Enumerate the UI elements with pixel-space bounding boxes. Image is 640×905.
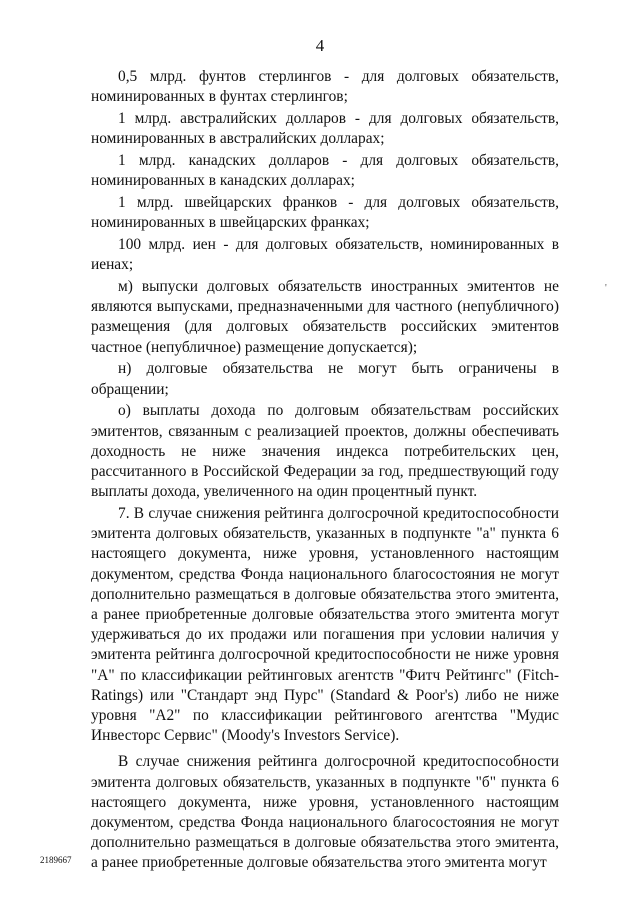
page-number: 4 [315,36,325,55]
footer-document-code: 2189667 [40,855,72,865]
document-body [91,67,559,875]
paragraph-item-o: о) выплаты дохода по долговым обязательствам российских эмитентов, связанным с реализацией проектов, должны обеспечивать доходность не ниже значения индекса потребительских цен, рассчитанного в Российской Федерации за год, предшествующий году выплаты дохода, увеличенного на один процентный пункт. [91,402,559,501]
paragraph-limit-jpy: 100 млрд. иен - для долговых обязательств, номинированных в иенах; [91,236,559,274]
paragraph-section-7-continued: В случае снижения рейтинга долгосрочной кредитоспособности эмитента долговых обязательств, указанных в подпункте "б" пункта 6 настоящего документа, ниже уровня, установленного настоящим документом, средства Фонда национального благосостояния не могут дополнительно размещаться в долговые обязательства этого эмитента, а ранее приобретенные долговые обязательства этого эмитента могут [91,753,559,872]
paragraph-limit-aud: 1 млрд. австралийских долларов - для долговых обязательств, номинированных в австралийских долларах; [91,110,559,148]
paragraph-item-n: н) долговые обязательства не могут быть ограничены в обращении; [91,360,559,398]
paragraph-limit-gbp: 0,5 млрд. фунтов стерлингов - для долговых обязательств, номинированных в фунтах стерлингов; [91,68,559,106]
paragraph-limit-cad: 1 млрд. канадских долларов - для долговых обязательств, номинированных в канадских долларах; [91,152,559,190]
paragraph-item-m: м) выпуски долговых обязательств иностранных эмитентов не являются выпусками, предназначенными для частного (непубличного) размещения (для долговых обязательств российских эмитентов частное (непубличное) размещение допускается); [91,278,559,356]
scan-mark: ' [605,283,607,294]
paragraph-limit-chf: 1 млрд. швейцарских франков - для долговых обязательств, номинированных в швейцарских франках; [91,194,559,232]
paragraph-section-7: 7. В случае снижения рейтинга долгосрочной кредитоспособности эмитента долговых обязательств, указанных в подпункте "а" пункта 6 настоящего документа, ниже уровня, установленного настоящим документом, средства Фонда национального благосостояния не могут дополнительно размещаться в долговые обязательства этого эмитента, а ранее приобретенные долговые обязательства этого эмитента могут удерживаться до их продажи или погашения при условии наличия у эмитента рейтинга долгосрочной кредитоспособности не ниже уровня "A" по классификации рейтинговых агентств "Фитч Рейтингс" (Fitch-Ratings) или "Стандарт энд Пурс" (Standard & Poor's) либо не ниже уровня "A2" по классификации рейтингового агентства "Мудис Инвесторс Сервис" (Moody's Investors Service). [91,505,559,745]
